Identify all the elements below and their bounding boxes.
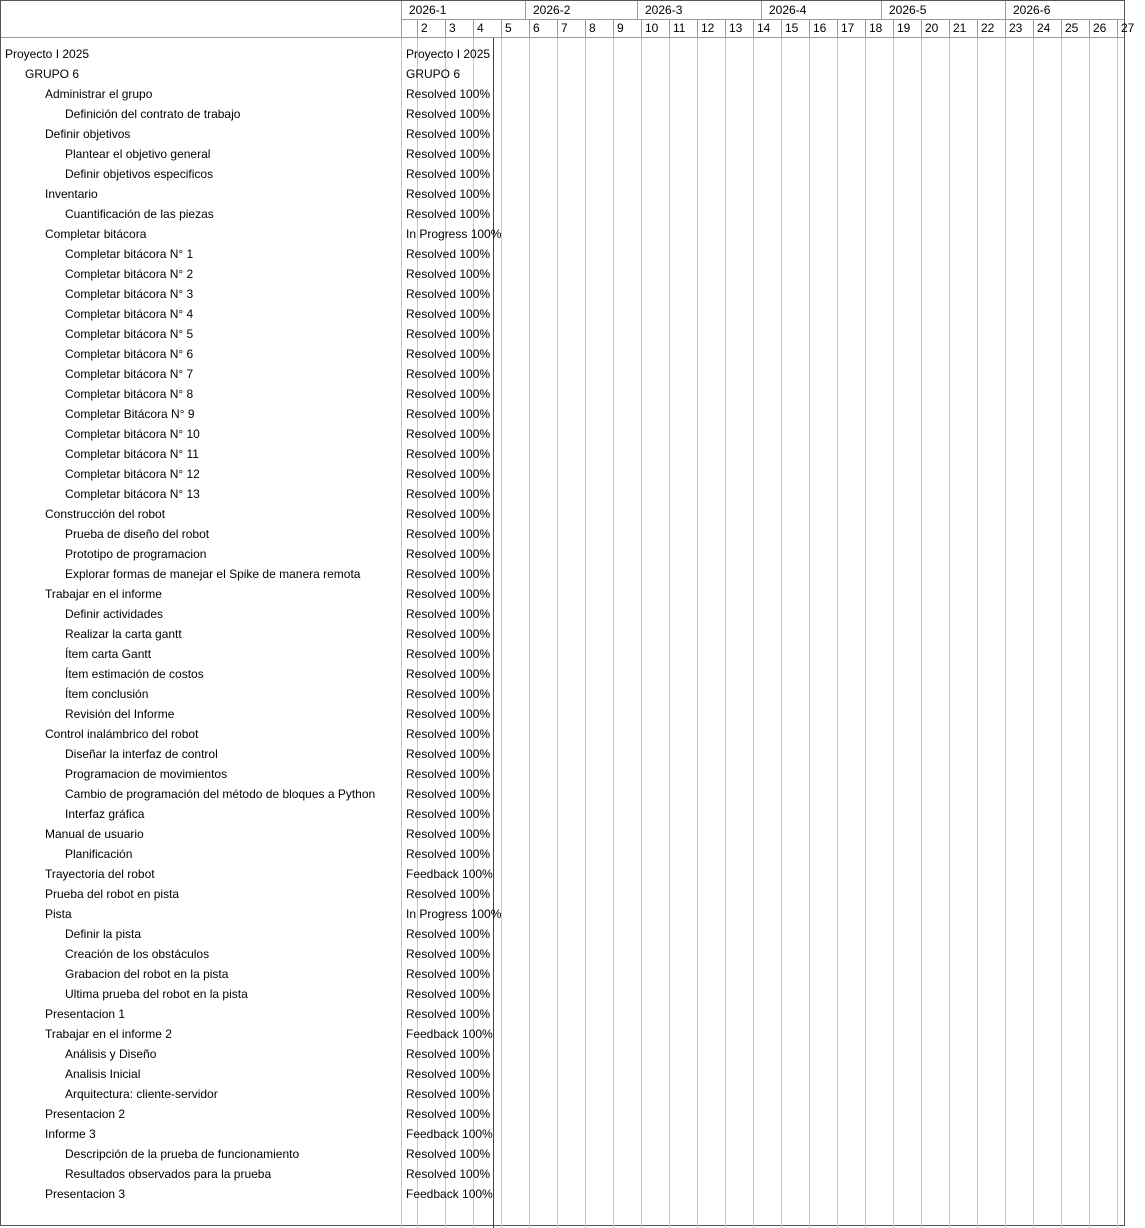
week-grid-line bbox=[1061, 38, 1062, 1228]
bar-labels bbox=[406, 44, 501, 1204]
week-header-cell: 4 bbox=[473, 19, 501, 37]
issue-subject[interactable]: Plantear el objetivo general bbox=[65, 147, 211, 161]
issue-subject[interactable]: Presentacion 1 bbox=[45, 1007, 126, 1021]
issue-subject[interactable]: Completar bitácora N° 3 bbox=[65, 287, 194, 301]
week-header-cell: 6 bbox=[529, 19, 557, 37]
issue-bar-label: Resolved 100% bbox=[406, 307, 491, 321]
issue-subject[interactable]: Analisis Inicial bbox=[65, 1067, 141, 1081]
issue-subject[interactable]: Informe 3 bbox=[45, 1127, 96, 1141]
week-header-cell: 11 bbox=[669, 19, 697, 37]
issue-bar-label: Resolved 100% bbox=[406, 947, 491, 961]
issue-bar-label: Resolved 100% bbox=[406, 487, 491, 501]
issue-subject[interactable]: Prototipo de programacion bbox=[65, 547, 207, 561]
issue-subject[interactable]: Completar bitácora N° 12 bbox=[65, 467, 200, 481]
week-grid-line bbox=[725, 38, 726, 1228]
week-grid-line bbox=[753, 38, 754, 1228]
month-header-cell: 2026-1 bbox=[401, 1, 525, 19]
issue-subject[interactable]: Definir la pista bbox=[65, 927, 142, 941]
issue-subject[interactable]: Completar bitácora N° 11 bbox=[65, 447, 199, 461]
issue-bar-label: Resolved 100% bbox=[406, 507, 491, 521]
issue-subject[interactable]: Completar bitácora N° 1 bbox=[65, 247, 194, 261]
week-header-cell: 20 bbox=[921, 19, 949, 37]
issue-bar-label: Resolved 100% bbox=[406, 167, 491, 181]
issue-bar-label: Resolved 100% bbox=[406, 747, 491, 761]
week-header-cell: 10 bbox=[641, 19, 669, 37]
issue-bar-label: Resolved 100% bbox=[406, 427, 491, 441]
week-header-cell: 15 bbox=[781, 19, 809, 37]
issue-bar-label: Resolved 100% bbox=[406, 707, 491, 721]
issue-subject[interactable]: Pista bbox=[45, 907, 72, 921]
issue-bar-label: Resolved 100% bbox=[406, 847, 491, 861]
issue-bar-label: Resolved 100% bbox=[406, 1067, 491, 1081]
week-grid-line bbox=[585, 38, 586, 1228]
issue-subject[interactable]: Arquitectura: cliente-servidor bbox=[65, 1087, 218, 1101]
week-grid-line bbox=[669, 38, 670, 1228]
issue-bar-label: Resolved 100% bbox=[406, 447, 491, 461]
issue-bar-label: Resolved 100% bbox=[406, 567, 491, 581]
issue-bar-label: Resolved 100% bbox=[406, 327, 491, 341]
issue-subject[interactable]: Completar bitácora N° 2 bbox=[65, 267, 194, 281]
issue-bar-label: Resolved 100% bbox=[406, 527, 491, 541]
week-grid-line bbox=[1005, 38, 1006, 1228]
week-header-cell: 14 bbox=[753, 19, 781, 37]
week-header-cell: 26 bbox=[1089, 19, 1117, 37]
issue-subject[interactable]: Ítem estimación de costos bbox=[65, 667, 204, 681]
issue-subject[interactable]: Completar bitácora N° 10 bbox=[65, 427, 200, 441]
issue-subject[interactable]: Inventario bbox=[45, 187, 98, 201]
issue-subject[interactable]: Definir objetivos especificos bbox=[65, 167, 214, 181]
week-header-cell bbox=[401, 19, 417, 37]
issue-subject[interactable]: Administrar el grupo bbox=[45, 87, 153, 101]
week-header-cell: 13 bbox=[725, 19, 753, 37]
issue-bar-label: Resolved 100% bbox=[406, 267, 491, 281]
issue-bar-label: Resolved 100% bbox=[406, 1007, 491, 1021]
issue-subject[interactable]: Grabacion del robot en la pista bbox=[65, 967, 229, 981]
month-header-cell: 2026-2 bbox=[525, 1, 637, 19]
issue-bar-label: Resolved 100% bbox=[406, 787, 491, 801]
issue-bar-label: Resolved 100% bbox=[406, 927, 491, 941]
week-header-cell: 2 bbox=[417, 19, 445, 37]
issue-subject[interactable]: Trayectoria del robot bbox=[45, 867, 155, 881]
week-grid-line bbox=[1033, 38, 1034, 1228]
week-header bbox=[401, 19, 1135, 38]
week-grid-line bbox=[921, 38, 922, 1228]
subjects-header bbox=[1, 1, 401, 38]
issue-subject[interactable]: Realizar la carta gantt bbox=[65, 627, 182, 641]
issue-subject[interactable]: Definición del contrato de trabajo bbox=[65, 107, 241, 121]
issue-bar-label: Resolved 100% bbox=[406, 387, 491, 401]
subject-list bbox=[1, 44, 401, 1204]
issue-bar-label: Resolved 100% bbox=[406, 967, 491, 981]
issue-bar-label: In Progress 100% bbox=[406, 227, 502, 241]
issue-subject[interactable]: Presentacion 2 bbox=[45, 1107, 126, 1121]
issue-bar-label: Resolved 100% bbox=[406, 1047, 491, 1061]
issue-subject[interactable]: Planificación bbox=[65, 847, 133, 861]
issue-subject[interactable]: Completar bitácora N° 13 bbox=[65, 487, 200, 501]
week-header-cell: 18 bbox=[865, 19, 893, 37]
issue-subject[interactable]: Ultima prueba del robot en la pista bbox=[65, 987, 248, 1001]
issue-bar-label: Feedback 100% bbox=[406, 1127, 493, 1141]
month-header-cell: 2026-5 bbox=[881, 1, 1005, 19]
issue-bar-label: Resolved 100% bbox=[406, 987, 491, 1001]
week-header-cell: 7 bbox=[557, 19, 585, 37]
issue-bar-label: Resolved 100% bbox=[406, 467, 491, 481]
week-grid-line bbox=[893, 38, 894, 1228]
issue-bar-label: Resolved 100% bbox=[406, 107, 491, 121]
week-grid-line bbox=[1117, 38, 1118, 1228]
issue-subject[interactable]: Control inalámbrico del robot bbox=[45, 727, 199, 741]
week-header-cell: 22 bbox=[977, 19, 1005, 37]
issue-bar-label: Resolved 100% bbox=[406, 187, 491, 201]
issue-bar-label: Resolved 100% bbox=[406, 827, 491, 841]
issue-bar-label: Resolved 100% bbox=[406, 887, 491, 901]
month-header bbox=[401, 1, 1124, 20]
issue-subject[interactable]: Completar bitácora N° 4 bbox=[65, 307, 194, 321]
timeline-area bbox=[401, 1, 1135, 1225]
issue-subject[interactable]: Definir objetivos bbox=[45, 127, 131, 141]
week-header-cell: 17 bbox=[837, 19, 865, 37]
issue-bar-label: Resolved 100% bbox=[406, 767, 491, 781]
issue-subject[interactable]: Completar Bitácora N° 9 bbox=[65, 407, 195, 421]
week-grid-line bbox=[809, 38, 810, 1228]
issue-subject[interactable]: Resultados observados para la prueba bbox=[65, 1167, 272, 1181]
issue-subject[interactable]: Completar bitácora N° 6 bbox=[65, 347, 194, 361]
issue-subject[interactable]: Proyecto I 2025 bbox=[5, 47, 90, 61]
week-grid-line bbox=[977, 38, 978, 1228]
issue-bar-label: Resolved 100% bbox=[406, 367, 491, 381]
issue-bar-label: Feedback 100% bbox=[406, 867, 493, 881]
issue-bar-label: Resolved 100% bbox=[406, 607, 491, 621]
issue-subject[interactable]: Presentacion 3 bbox=[45, 1187, 126, 1201]
issue-subject[interactable]: Trabajar en el informe bbox=[45, 587, 162, 601]
week-header-cell: 3 bbox=[445, 19, 473, 37]
subjects-column bbox=[1, 1, 402, 1225]
week-grid-line bbox=[697, 38, 698, 1228]
issue-subject[interactable]: Ítem conclusión bbox=[65, 687, 149, 701]
week-grid-line bbox=[613, 38, 614, 1228]
week-grid-line bbox=[837, 38, 838, 1228]
issue-subject[interactable]: Completar bitácora N° 8 bbox=[65, 387, 194, 401]
issue-bar-label: Resolved 100% bbox=[406, 667, 491, 681]
issue-subject[interactable]: Análisis y Diseño bbox=[65, 1047, 157, 1061]
issue-subject[interactable]: GRUPO 6 bbox=[25, 67, 80, 81]
week-grid-line bbox=[641, 38, 642, 1228]
issue-subject[interactable]: Programacion de movimientos bbox=[65, 767, 228, 781]
issue-subject[interactable]: Explorar formas de manejar el Spike de manera remota bbox=[65, 567, 361, 581]
week-header-cell: 8 bbox=[585, 19, 613, 37]
issue-bar-label: Resolved 100% bbox=[406, 127, 491, 141]
week-grid-line bbox=[401, 38, 402, 1228]
issue-subject[interactable]: Prueba de diseño del robot bbox=[65, 527, 210, 541]
week-grid-line bbox=[557, 38, 558, 1228]
issue-subject[interactable]: Ítem carta Gantt bbox=[65, 647, 152, 661]
issue-subject[interactable]: Completar bitácora N° 7 bbox=[65, 367, 194, 381]
week-header-cell: 24 bbox=[1033, 19, 1061, 37]
issue-subject[interactable]: Definir actividades bbox=[65, 607, 164, 621]
issue-subject[interactable]: Prueba del robot en pista bbox=[45, 887, 180, 901]
week-header-cell: 19 bbox=[893, 19, 921, 37]
issue-bar-label: Resolved 100% bbox=[406, 247, 491, 261]
issue-subject[interactable]: Manual de usuario bbox=[45, 827, 144, 841]
issue-subject[interactable]: Interfaz gráfica bbox=[65, 807, 145, 821]
issue-bar-label: Resolved 100% bbox=[406, 807, 491, 821]
week-header-cell: 23 bbox=[1005, 19, 1033, 37]
issue-subject[interactable]: Creación de los obstáculos bbox=[65, 947, 210, 961]
issue-subject[interactable]: Construcción del robot bbox=[45, 507, 166, 521]
issue-bar-label: Resolved 100% bbox=[406, 1147, 491, 1161]
issue-bar-label: Resolved 100% bbox=[406, 347, 491, 361]
issue-subject[interactable]: Cuantificación de las piezas bbox=[65, 207, 214, 221]
issue-bar-label: Feedback 100% bbox=[406, 1027, 493, 1041]
week-grid-line bbox=[529, 38, 530, 1228]
issue-bar-label: Resolved 100% bbox=[406, 407, 491, 421]
issue-bar-label: Resolved 100% bbox=[406, 547, 491, 561]
issue-bar-label: Feedback 100% bbox=[406, 1187, 493, 1201]
issue-subject[interactable]: Descripción de la prueba de funcionamiento bbox=[65, 1147, 300, 1161]
week-header-cell: 12 bbox=[697, 19, 725, 37]
issue-bar-label: Resolved 100% bbox=[406, 207, 491, 221]
week-header-cell: 16 bbox=[809, 19, 837, 37]
issue-subject[interactable]: Revisión del Informe bbox=[65, 707, 175, 721]
issue-bar-label: Resolved 100% bbox=[406, 287, 491, 301]
issue-bar-label: Proyecto I 2025 bbox=[406, 47, 491, 61]
issue-bar-label: Resolved 100% bbox=[406, 687, 491, 701]
issue-bar-label: In Progress 100% bbox=[406, 907, 502, 921]
week-header-cell: 5 bbox=[501, 19, 529, 37]
issue-bar-label: Resolved 100% bbox=[406, 647, 491, 661]
issue-bar-label: Resolved 100% bbox=[406, 1107, 491, 1121]
issue-bar-label: Resolved 100% bbox=[406, 87, 491, 101]
issue-bar-label: GRUPO 6 bbox=[406, 67, 461, 81]
month-header-cell: 2026-3 bbox=[637, 1, 761, 19]
week-header-cell: 25 bbox=[1061, 19, 1089, 37]
issue-bar-label: Resolved 100% bbox=[406, 587, 491, 601]
issue-bar-label: Resolved 100% bbox=[406, 1167, 491, 1181]
issue-subject[interactable]: Completar bitácora N° 5 bbox=[65, 327, 194, 341]
week-grid-line bbox=[949, 38, 950, 1228]
issue-subject[interactable]: Trabajar en el informe 2 bbox=[45, 1027, 172, 1041]
month-header-cell: 2026-6 bbox=[1005, 1, 1125, 19]
issue-subject[interactable]: Diseñar la interfaz de control bbox=[65, 747, 218, 761]
week-grid-line bbox=[1089, 38, 1090, 1228]
week-header-cell: 21 bbox=[949, 19, 977, 37]
issue-bar-label: Resolved 100% bbox=[406, 727, 491, 741]
week-grid-line bbox=[781, 38, 782, 1228]
week-grid-line bbox=[865, 38, 866, 1228]
issue-subject[interactable]: Completar bitácora bbox=[45, 227, 147, 241]
issue-subject[interactable]: Cambio de programación del método de bloques a Python bbox=[65, 787, 376, 801]
issue-bar-label: Resolved 100% bbox=[406, 627, 491, 641]
week-header-cell: 9 bbox=[613, 19, 641, 37]
week-header-cell: 27 bbox=[1117, 19, 1145, 37]
month-header-cell: 2026-4 bbox=[761, 1, 881, 19]
issue-bar-label: Resolved 100% bbox=[406, 1087, 491, 1101]
issue-bar-label: Resolved 100% bbox=[406, 147, 491, 161]
